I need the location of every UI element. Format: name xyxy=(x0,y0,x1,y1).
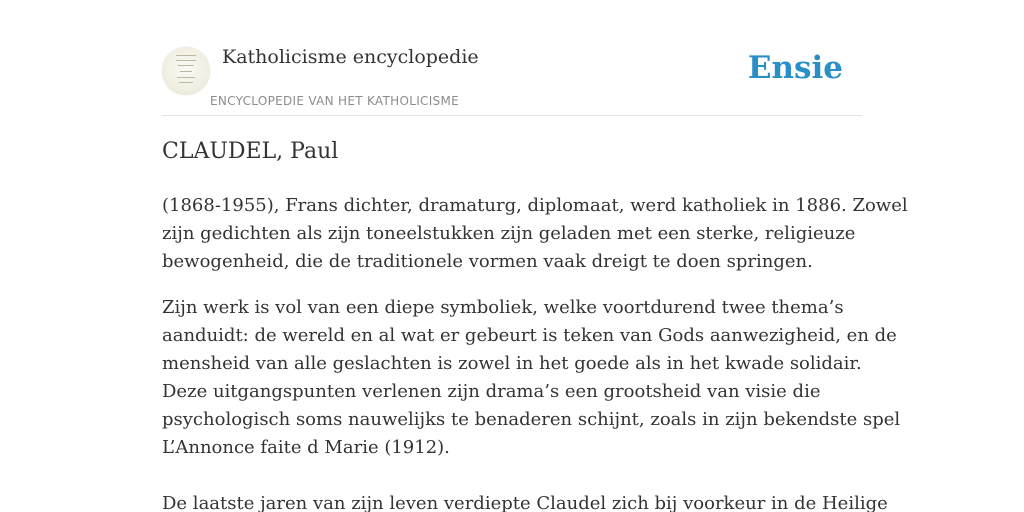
paragraph-line: L’Annonce faite d Marie (1912). xyxy=(162,437,450,458)
paragraph-break xyxy=(162,462,862,490)
article-paragraph xyxy=(162,294,901,512)
paragraph-line: De laatste jaren van zijn leven verdiepte Claudel zich bij voorkeur in de Heilige xyxy=(162,493,888,512)
paragraph-line: mensheid van alle geslachten is zowel in het goede als in het kwade solidair. xyxy=(162,353,862,374)
ensie-logo-link[interactable]: Ensie xyxy=(747,50,843,86)
site-subtitle: ENCYCLOPEDIE VAN HET KATHOLICISME xyxy=(210,94,459,108)
book-cover-icon[interactable] xyxy=(162,47,210,95)
site-title[interactable]: Katholicisme encyclopedie xyxy=(222,46,479,68)
site-header xyxy=(162,44,862,116)
paragraph-line: Deze uitgangspunten verlenen zijn drama’s een grootsheid van visie die xyxy=(162,381,821,402)
paragraph-line: zijn gedichten als zijn toneelstukken zijn geladen met een sterke, religieuze xyxy=(162,223,856,244)
paragraph-line: Zijn werk is vol van een diepe symboliek, welke voortdurend twee thema’s xyxy=(162,297,844,318)
article-title: CLAUDEL, Paul xyxy=(162,139,339,164)
paragraph-line: (1868-1955), Frans dichter, dramaturg, diplomaat, werd katholiek in 1886. Zowel xyxy=(162,195,908,216)
article-body xyxy=(162,192,908,512)
paragraph-line: bewogenheid, die de traditionele vormen vaak dreigt te doen springen. xyxy=(162,251,813,272)
article-paragraph xyxy=(162,192,908,276)
paragraph-line: aanduidt: de wereld en al wat er gebeurt is teken van Gods aanwezigheid, en de xyxy=(162,325,897,346)
paragraph-line: psychologisch soms nauwelijks te benaderen schijnt, zoals in zijn bekendste spel xyxy=(162,409,901,430)
